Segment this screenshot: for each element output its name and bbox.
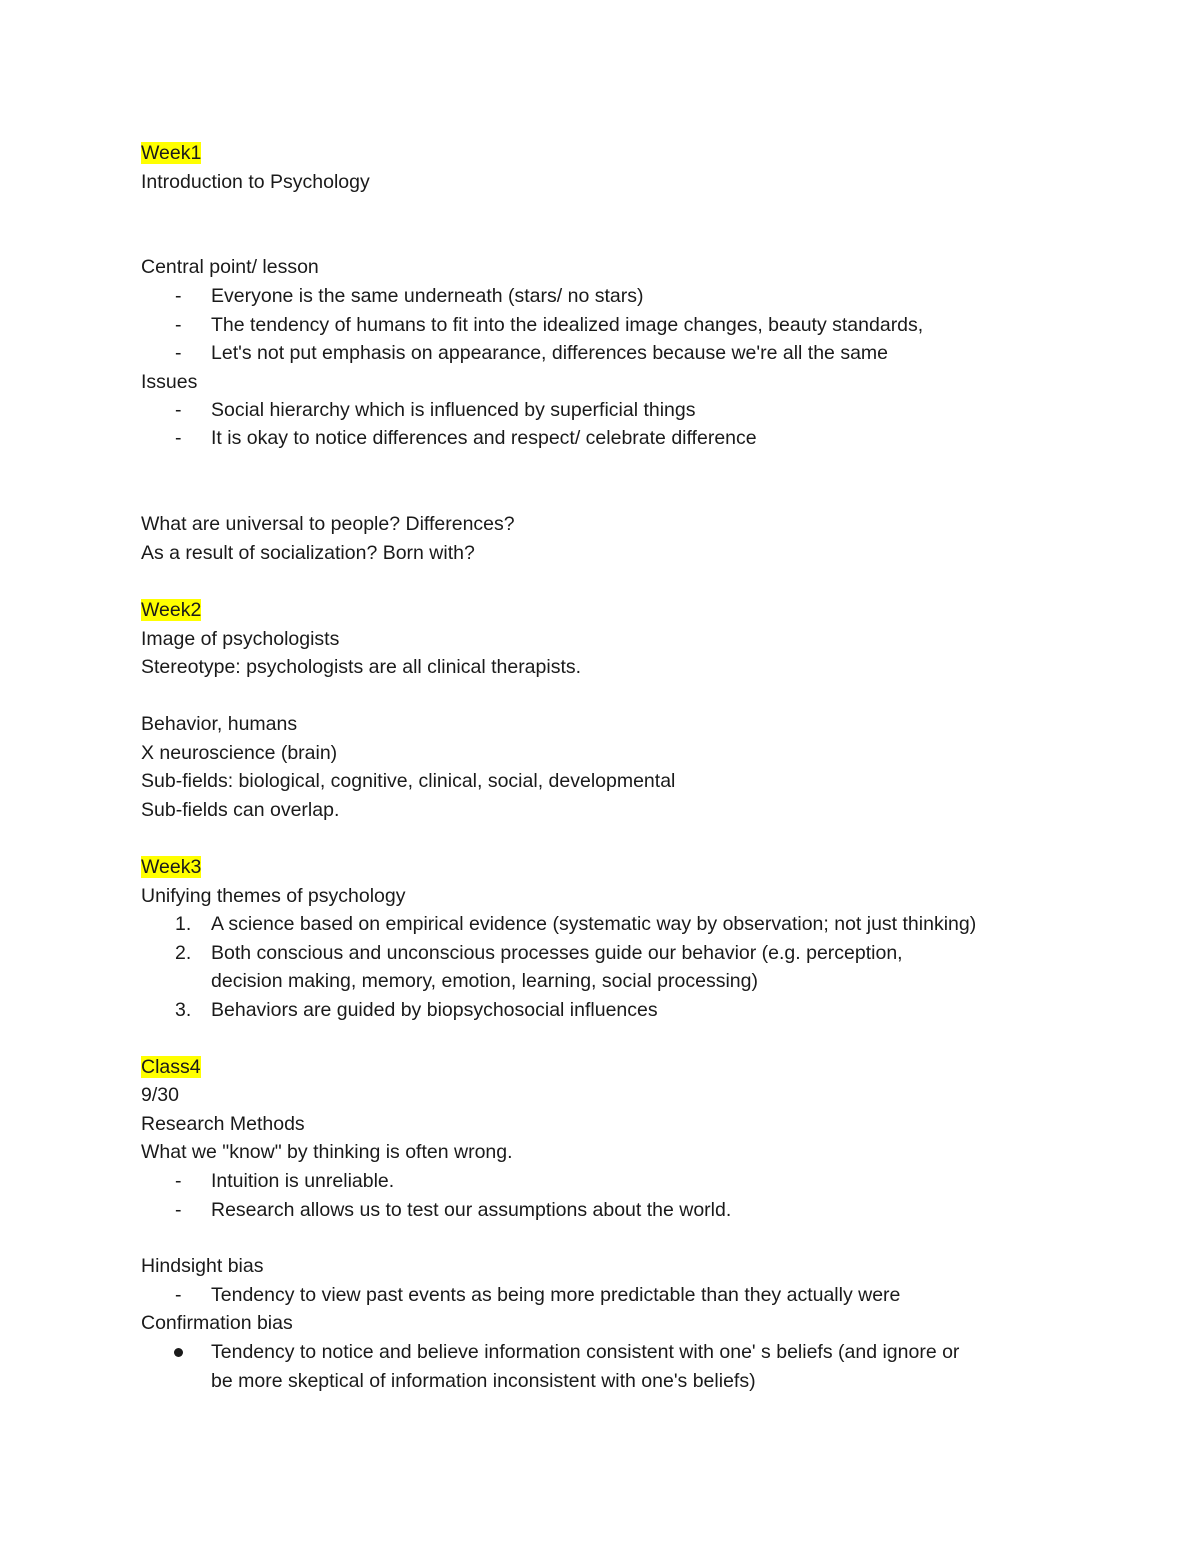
text-line: Sub-fields: biological, cognitive, clinical, social, developmental: [141, 770, 676, 792]
list-item: - Social hierarchy which is influenced by superficial things: [175, 399, 696, 421]
class4-heading: Class4: [141, 1056, 201, 1078]
dash-marker: -: [175, 314, 182, 336]
text-line: Sub-fields can overlap.: [141, 799, 340, 821]
list-item: - Research allows us to test our assumptions about the world.: [175, 1199, 732, 1221]
dash-marker: -: [175, 399, 182, 421]
question-line: As a result of socialization? Born with?: [141, 542, 475, 564]
numbered-item: 3. Behaviors are guided by biopsychosocial influences: [175, 999, 658, 1021]
text-line: What we "know" by thinking is often wrong.: [141, 1141, 513, 1163]
text-line: Behavior, humans: [141, 713, 298, 735]
dash-marker: -: [175, 427, 182, 449]
list-item-continuation: be more skeptical of information inconsistent with one's beliefs): [211, 1370, 756, 1392]
list-item: - Tendency to view past events as being more predictable than they actually were: [175, 1284, 901, 1306]
number-marker: 3.: [175, 999, 192, 1021]
week3-title: Unifying themes of psychology: [141, 885, 406, 907]
week3-heading: Week3: [141, 856, 202, 878]
list-item: - Intuition is unreliable.: [175, 1170, 395, 1192]
issues-label: Issues: [141, 371, 198, 393]
numbered-item-continuation: decision making, memory, emotion, learning, social processing): [211, 970, 758, 992]
list-item: Tendency to notice and believe information consistent with one' s beliefs (and ignore or: [211, 1339, 959, 1365]
numbered-item: 2. Both conscious and unconscious processes guide our behavior (e.g. perception,: [175, 942, 903, 964]
confirmation-label: Confirmation bias: [141, 1312, 293, 1334]
number-marker: 2.: [175, 942, 192, 964]
class4-date: 9/30: [141, 1084, 179, 1106]
list-item: - The tendency of humans to fit into the idealized image changes, beauty standards,: [175, 314, 924, 336]
numbered-item: 1. A science based on empirical evidence (systematic way by observation; not just thinking): [175, 913, 977, 935]
dash-marker: -: [175, 1170, 182, 1192]
list-item: - It is okay to notice differences and respect/ celebrate difference: [175, 427, 757, 449]
week1-heading: Week1: [141, 142, 202, 164]
dash-marker: -: [175, 1284, 182, 1306]
bullet-icon: [174, 1348, 183, 1357]
text-line: Stereotype: psychologists are all clinical therapists.: [141, 656, 582, 678]
class4-title: Research Methods: [141, 1113, 305, 1135]
text-line: Image of psychologists: [141, 628, 340, 650]
number-marker: 1.: [175, 913, 192, 935]
dash-marker: -: [175, 342, 182, 364]
dash-marker: -: [175, 285, 182, 307]
list-item: - Let's not put emphasis on appearance, differences because we're all the same: [175, 342, 889, 364]
week2-heading: Week2: [141, 599, 202, 621]
hindsight-label: Hindsight bias: [141, 1255, 264, 1277]
list-item: - Everyone is the same underneath (stars/ no stars): [175, 285, 644, 307]
text-line: X neuroscience (brain): [141, 742, 338, 764]
dash-marker: -: [175, 1199, 182, 1221]
question-line: What are universal to people? Differences?: [141, 513, 515, 535]
central-point-label: Central point/ lesson: [141, 256, 319, 278]
week1-title: Introduction to Psychology: [141, 171, 370, 193]
